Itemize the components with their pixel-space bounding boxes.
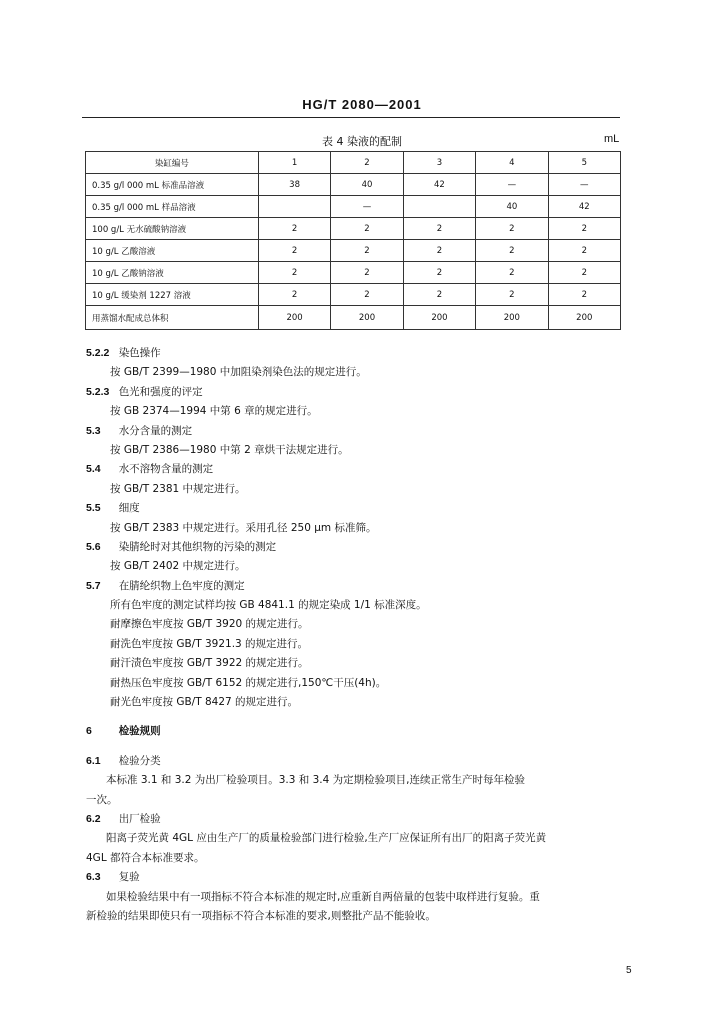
table-cell: 2 [331, 284, 403, 306]
section-title: 染色操作 [118, 347, 161, 359]
section-number: 5.4 [86, 463, 101, 476]
table-row [86, 306, 621, 330]
section-text: 耐摩擦色牢度按 GB/T 3920 的规定进行。 [110, 618, 309, 631]
section-text: 耐汗渍色牢度按 GB/T 3922 的规定进行。 [110, 657, 309, 670]
spacer [86, 742, 626, 752]
header-rule [82, 117, 620, 118]
section-heading-5-6 [86, 538, 626, 557]
table-cell: 200 [548, 306, 620, 330]
section-number: 5.2.2 [86, 347, 110, 359]
table-cell: 0.35 g/l 000 mL 样品溶液 [86, 196, 259, 218]
table-cell: 2 [403, 284, 475, 306]
section-text: 按 GB/T 2399—1980 中加阻染剂染色法的规定进行。 [110, 366, 367, 379]
table-cell: 2 [403, 262, 475, 284]
section-heading-5-2-2 [86, 344, 626, 363]
table-row [86, 174, 621, 196]
section-text: 一次。 [86, 793, 118, 806]
table-cell: — [476, 174, 548, 196]
table-cell: 2 [548, 240, 620, 262]
table-cell: 2 [258, 284, 330, 306]
table-cell: 40 [331, 174, 403, 196]
table-cell: 2 [548, 262, 620, 284]
section-number: 5.3 [86, 424, 101, 437]
table-cell: 10 g/L 乙酸钠溶液 [86, 262, 259, 284]
table-cell: 2 [258, 218, 330, 240]
table-cell: 2 [331, 240, 403, 262]
page-number: 5 [626, 965, 632, 976]
section-title: 检验规则 [118, 725, 161, 738]
table-header-cell: 2 [331, 152, 403, 174]
table-cell: 用蒸馏水配成总体积 [86, 306, 259, 330]
section-heading-5-5 [86, 499, 626, 518]
section-number: 5.7 [86, 579, 101, 592]
section-text: 按 GB/T 2386—1980 中第 2 章烘干法规定进行。 [110, 443, 349, 456]
table-cell: — [548, 174, 620, 196]
section-text: 所有色牢度的测定试样均按 GB 4841.1 的规定染成 1/1 标准深度。 [110, 599, 427, 612]
table-cell: 200 [403, 306, 475, 330]
section-heading-6-3 [86, 868, 626, 887]
chapter-heading-6 [86, 722, 626, 741]
table-cell: 2 [403, 240, 475, 262]
table-header-cell: 染缸编号 [86, 152, 259, 174]
section-number: 6.3 [86, 871, 101, 884]
table-cell: 10 g/L 乙酸溶液 [86, 240, 259, 262]
table-cell: 2 [258, 240, 330, 262]
table-unit: mL [604, 133, 620, 145]
section-number: 5.5 [86, 502, 101, 515]
table-cell: 2 [476, 262, 548, 284]
table-cell: 200 [331, 306, 403, 330]
section-title: 复验 [118, 871, 140, 884]
table-row [86, 240, 621, 262]
table-cell: 2 [258, 262, 330, 284]
section-text: 4GL 都符合本标准要求。 [86, 851, 205, 864]
table-cell: 2 [476, 240, 548, 262]
table-cell: 2 [331, 262, 403, 284]
table-cell: 42 [548, 196, 620, 218]
section-number: 6.2 [86, 812, 101, 825]
table-cell: 2 [476, 284, 548, 306]
table-cell: 40 [476, 196, 548, 218]
section-title: 水不溶物含量的测定 [118, 463, 214, 476]
table-cell [403, 196, 475, 218]
spacer [86, 712, 626, 722]
section-number: 6.1 [86, 754, 101, 767]
section-text: 按 GB 2374—1994 中第 6 章的规定进行。 [110, 405, 318, 418]
section-heading-6-2 [86, 810, 626, 829]
table-header-row [86, 152, 621, 174]
section-title: 水分含量的测定 [118, 424, 193, 437]
table-cell: 38 [258, 174, 330, 196]
section-heading-6-1 [86, 752, 626, 771]
section-title: 在腈纶织物上色牢度的测定 [118, 579, 245, 592]
section-text: 阳离子荧光黄 4GL 应由生产厂的质量检验部门进行检验,生产厂应保证所有出厂的阳离子荧光黄 [106, 832, 547, 845]
section-text: 耐洗色牢度按 GB/T 3921.3 的规定进行。 [110, 637, 309, 650]
table-row [86, 196, 621, 218]
table-cell: — [331, 196, 403, 218]
section-number: 6 [86, 725, 92, 738]
table-cell: 2 [548, 218, 620, 240]
section-text: 新检验的结果即使只有一项指标不符合本标准的要求,则整批产品不能验收。 [86, 909, 436, 922]
section-text: 如果检验结果中有一项指标不符合本标准的规定时,应重新自两倍量的包装中取样进行复验。重 [106, 890, 540, 903]
section-title: 染腈纶时对其他织物的污染的测定 [118, 540, 277, 553]
section-number: 5.2.3 [86, 385, 110, 398]
table-cell: 2 [403, 218, 475, 240]
table-cell: 100 g/L 无水硫酸钠溶液 [86, 218, 259, 240]
table-cell: 2 [476, 218, 548, 240]
table-row [86, 218, 621, 240]
standard-code-header: HG/T 2080—2001 [302, 97, 422, 112]
section-title: 出厂检验 [118, 812, 161, 825]
table-row [86, 284, 621, 306]
table-cell: 2 [548, 284, 620, 306]
section-text: 本标准 3.1 和 3.2 为出厂检验项目。3.3 和 3.4 为定期检验项目,连续正常生产时每年检验 [106, 774, 525, 787]
table-header-cell: 4 [476, 152, 548, 174]
table-header-cell: 3 [403, 152, 475, 174]
table-caption: 表 4 染液的配制 [322, 135, 402, 148]
section-title: 细度 [118, 502, 140, 515]
section-text: 按 GB/T 2383 中规定进行。采用孔径 250 μm 标准筛。 [110, 521, 377, 534]
section-text: 耐热压色牢度按 GB/T 6152 的规定进行,150℃干压(4h)。 [110, 676, 387, 689]
section-heading-5-2-3 [86, 383, 626, 402]
section-text: 按 GB/T 2402 中规定进行。 [110, 560, 246, 573]
table-cell [258, 196, 330, 218]
table-header-cell: 5 [548, 152, 620, 174]
document-body [86, 344, 626, 926]
table-cell: 10 g/L 缓染剂 1227 溶液 [86, 284, 259, 306]
section-text: 耐光色牢度按 GB/T 8427 的规定进行。 [110, 696, 299, 709]
table-row [86, 262, 621, 284]
section-heading-5-4 [86, 460, 626, 479]
table-cell: 200 [476, 306, 548, 330]
table-cell: 0.35 g/l 000 mL 标准品溶液 [86, 174, 259, 196]
dye-formula-table [85, 151, 621, 330]
section-heading-5-3 [86, 422, 626, 441]
table-cell: 2 [331, 218, 403, 240]
table-cell: 42 [403, 174, 475, 196]
section-heading-5-7 [86, 577, 626, 596]
section-number: 5.6 [86, 540, 101, 553]
table-header-cell: 1 [258, 152, 330, 174]
section-title: 检验分类 [118, 754, 161, 767]
section-text: 按 GB/T 2381 中规定进行。 [110, 482, 246, 495]
section-title: 色光和强度的评定 [118, 385, 203, 398]
table-cell: 200 [258, 306, 330, 330]
